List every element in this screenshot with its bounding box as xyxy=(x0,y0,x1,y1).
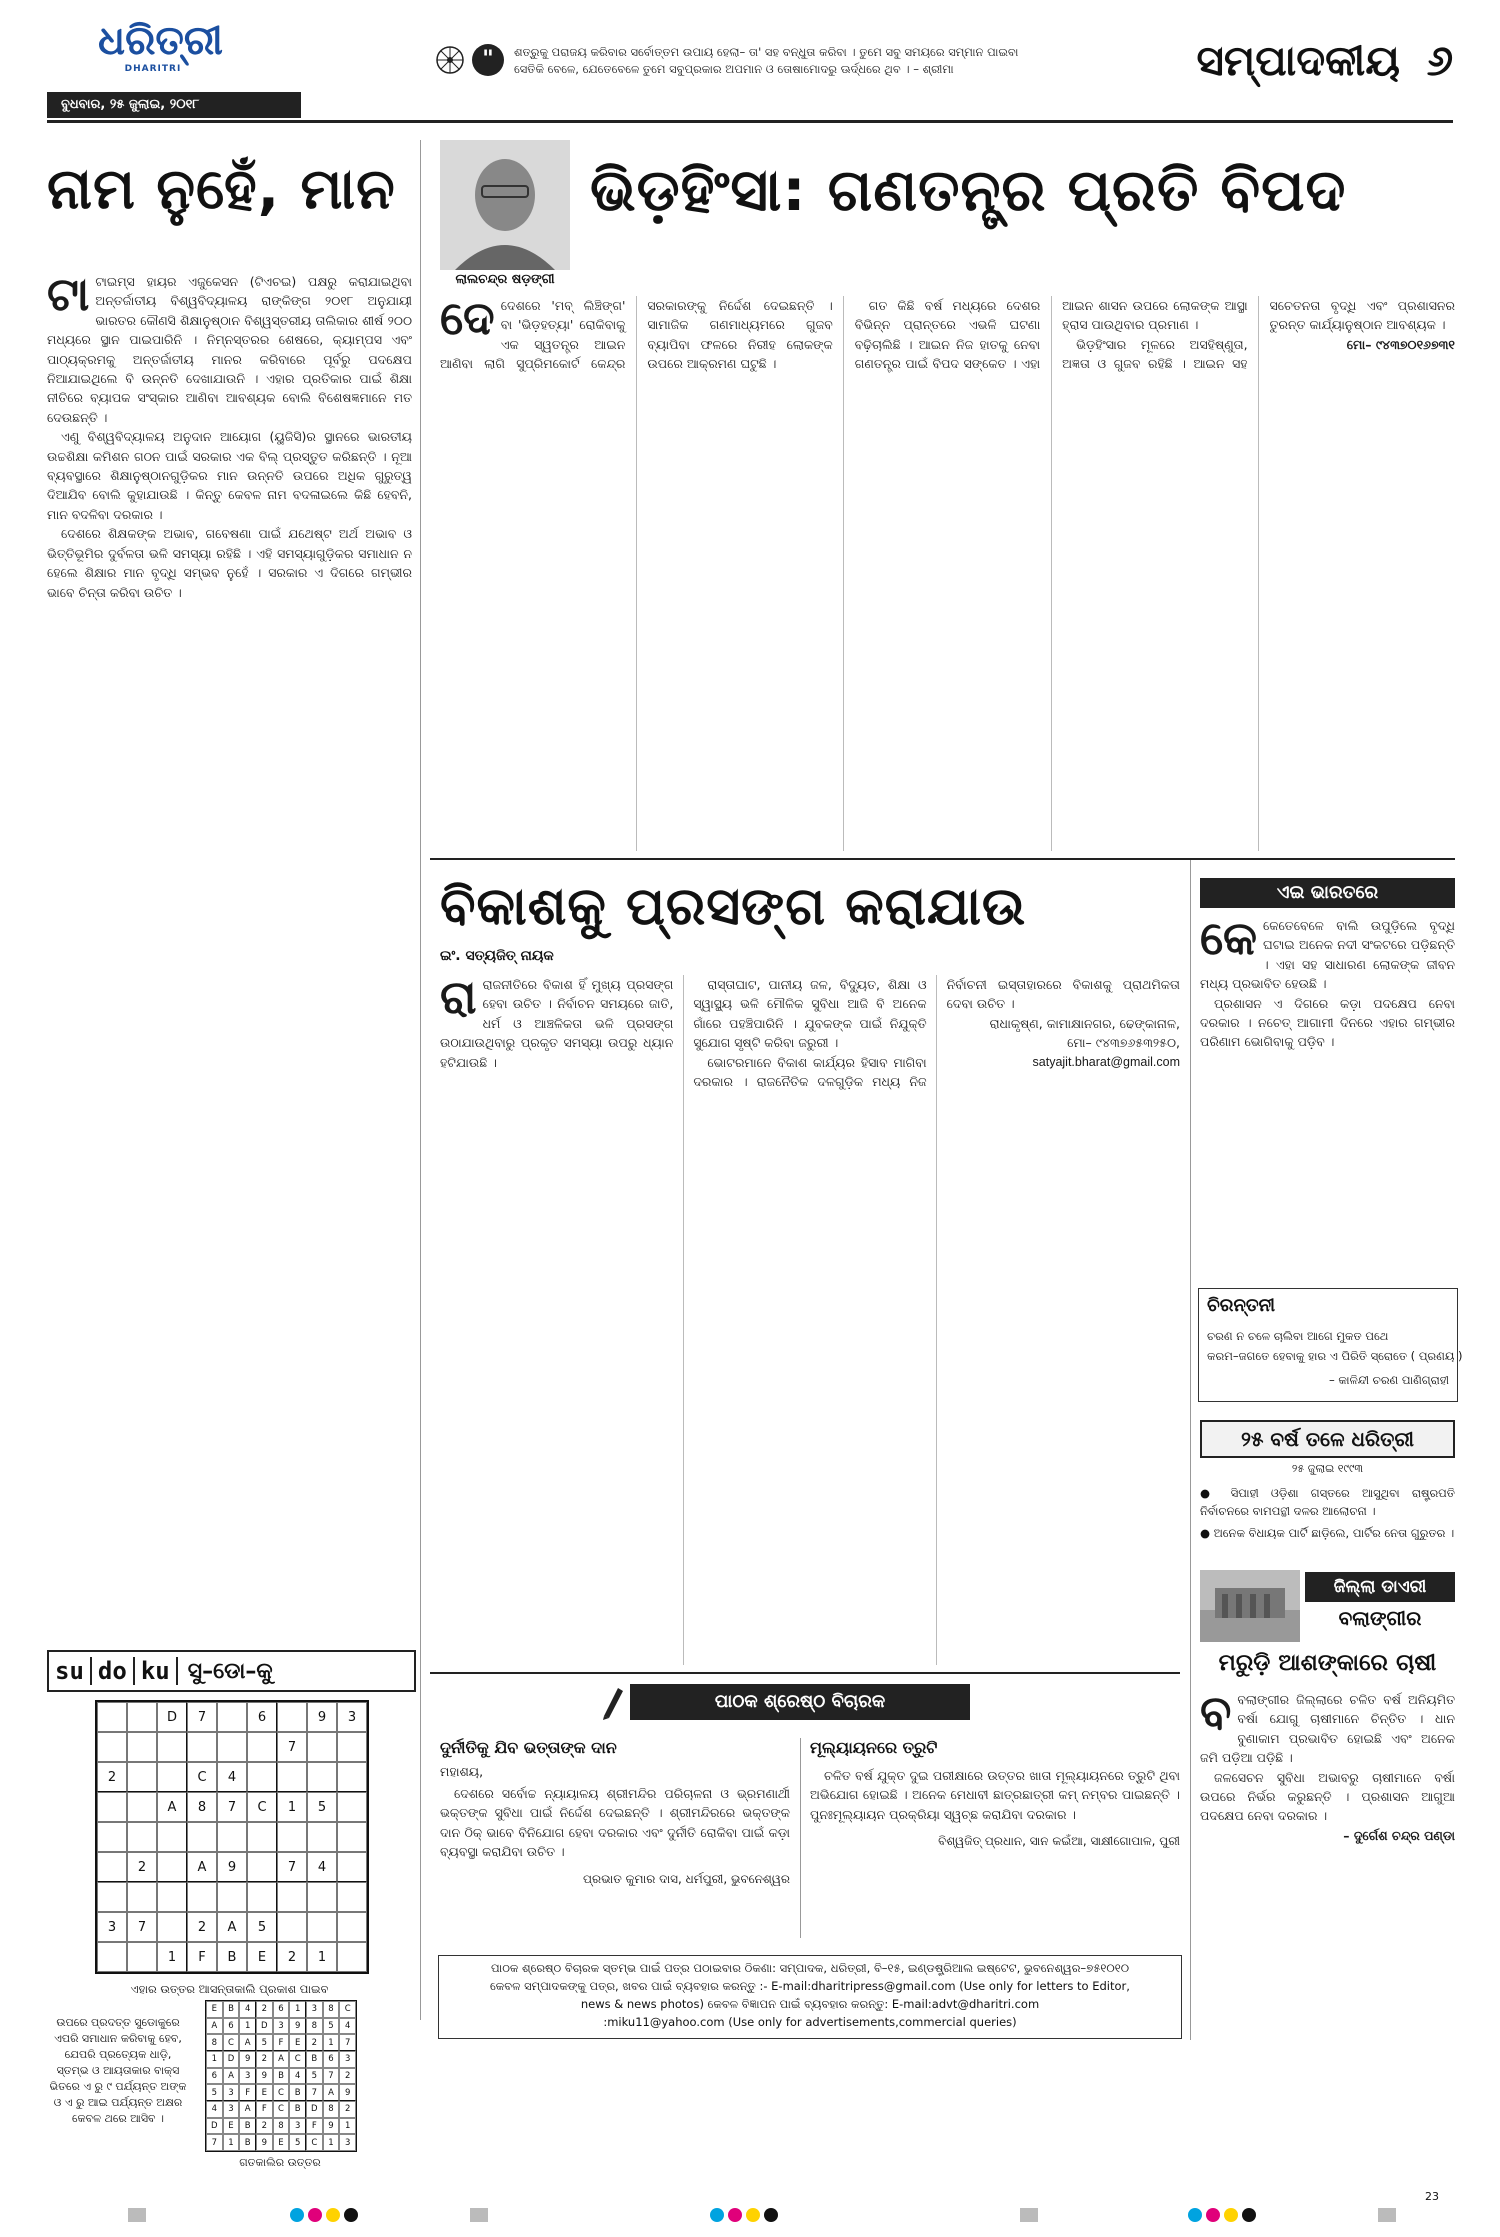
main-contact: ମୋ– ୯୪୩୭୦୧୬୭୩୧ xyxy=(1346,336,1455,352)
zilla-title xyxy=(1305,1572,1455,1602)
sudoku-cell[interactable] xyxy=(307,1882,337,1912)
sudoku-cell[interactable] xyxy=(277,1702,307,1732)
sudoku-cell[interactable] xyxy=(337,1792,367,1822)
second-author: ଇଂ. ସତ୍ୟଜିତ୍ ନାୟକ xyxy=(440,948,554,964)
letter-1-sign: ପ୍ରଭାତ କୁମାର ଦାସ, ଧର୍ମପୁରୀ, ଭୁବନେଶ୍ୱର xyxy=(583,1871,790,1886)
sudoku-cell[interactable] xyxy=(127,1762,157,1792)
sudoku-cell[interactable]: 1 xyxy=(157,1942,187,1972)
sudoku-grid[interactable] xyxy=(95,1700,369,1974)
sudoku-rules: ଉପରେ ପ୍ରଦତ୍ତ ସୁଡୋକୁରେ ଏପରି ସମାଧାନ କରିବାକୁ ହେବ, ଯେପରି ପ୍ରତ୍ୟେକ ଧାଡ଼ି, ସ୍ତମ୍ଭ ଓ ଆୟତାକାର ବାକ୍ସ ଭିତରେ ଏ ରୁ ୯ ପର୍ଯ୍ୟନ୍ତ ଅଙ୍କ ଓ ଏ ରୁ ଆଇ ପର୍ଯ୍ୟନ୍ତ ଅକ୍ଷର କେବଳ ଥରେ ଆସିବ । xyxy=(49,2016,187,2125)
sudoku-cell[interactable]: 4 xyxy=(307,1852,337,1882)
sudoku-answer-cell: 4 xyxy=(206,2101,223,2118)
editorial-dropcap: ଟା xyxy=(47,272,90,321)
sudoku-answer-grid xyxy=(205,2000,357,2152)
sudoku-cell[interactable] xyxy=(187,1822,217,1852)
readers-banner-text: ପାଠକ ଶ୍ରେଷ୍ଠ ବିଚାରକ xyxy=(714,1691,886,1712)
sudoku-answer-cell: 5 xyxy=(289,2134,306,2151)
second-email[interactable]: satyajit.bharat@gmail.com xyxy=(1032,1054,1180,1069)
sudoku-answer-cell: 5 xyxy=(323,2018,340,2035)
sudoku-cell[interactable]: 4 xyxy=(217,1762,247,1792)
sudoku-cell[interactable] xyxy=(157,1882,187,1912)
sudoku-answer-cell: 8 xyxy=(273,2118,290,2135)
sudoku-cell[interactable]: 9 xyxy=(217,1852,247,1882)
registration-bar xyxy=(128,2208,146,2222)
zilla-para: ଜଳସେଚନ ସୁବିଧା ଅଭାବରୁ ଚାଷୀମାନେ ବର୍ଷା ଉପରେ ନିର୍ଭର କରୁଛନ୍ତି । ପ୍ରଶାସନ ଆଗୁଆ ପଦକ୍ଷେପ ନେବା ଦରକାର । xyxy=(1200,1769,1455,1824)
zilla-sign: – ଦୁର୍ଗେଶ ଚନ୍ଦ୍ର ପଣ୍ଡା xyxy=(1343,1827,1455,1843)
sudoku-cell[interactable] xyxy=(97,1942,127,1972)
sudoku-cell[interactable]: 7 xyxy=(277,1732,307,1762)
sudoku-answer-cell: 8 xyxy=(323,2101,340,2118)
sudoku-cell[interactable]: 1 xyxy=(307,1942,337,1972)
sudoku-cell[interactable]: 5 xyxy=(307,1792,337,1822)
sudoku-answer-cell: B xyxy=(239,2118,256,2135)
footer-line-1: ପାଠକ ଶ୍ରେଷ୍ଠ ବିଚାରକ ସ୍ତମ୍ଭ ପାଇଁ ପତ୍ର ପଠାଇବାର ଠିକଣା: ସମ୍ପାଦକ, ଧରିତ୍ରୀ, ବି–୧୫, ଇଣ୍ଡଷ୍ଟ୍ରିଆଲ ଇଷ୍ଟେଟ, ଭୁବନେଶ୍ୱର–୭୫୧୦୧୦ xyxy=(490,1961,1130,1975)
sudoku-cell[interactable] xyxy=(307,1912,337,1942)
sudoku-cell[interactable] xyxy=(277,1762,307,1792)
sudoku-cell[interactable] xyxy=(127,1792,157,1822)
sudoku-cell[interactable] xyxy=(277,1882,307,1912)
date-bar xyxy=(47,92,301,118)
years-ago-box xyxy=(1200,1420,1455,1542)
editorial-body xyxy=(47,272,412,1642)
author-photo xyxy=(440,140,570,270)
sidebar-divider xyxy=(1190,860,1191,2040)
yellow-swatch xyxy=(326,2208,340,2222)
sudoku-cell[interactable]: A xyxy=(217,1912,247,1942)
sudoku-answer-cell: 4 xyxy=(239,2001,256,2018)
sudoku-answer-label: ଗତକାଲିର ଉତ୍ତର xyxy=(239,2156,321,2169)
sudoku-answer-cell: 8 xyxy=(306,2018,323,2035)
yellow-swatch xyxy=(746,2208,760,2222)
letter-2-body: ଚଳିତ ବର୍ଷ ଯୁକ୍ତ ଦୁଇ ପରୀକ୍ଷାରେ ଉତ୍ତର ଖାତା ମୂଲ୍ୟାୟନରେ ତ୍ରୁଟି ଥିବା ଅଭିଯୋଗ ହୋଇଛି । ଅନେକ ମେଧାବୀ ଛାତ୍ରଛାତ୍ରୀ କମ୍ ନମ୍ବର ପାଇଛନ୍ତି । ପୁନଃମୂଲ୍ୟାୟନ ପ୍ରକ୍ରିୟା ସ୍ୱଚ୍ଛ କରାଯିବା ଦରକାର । xyxy=(810,1768,1180,1822)
zilla-photo xyxy=(1200,1570,1300,1642)
sudoku-answer-cell: 8 xyxy=(206,2034,223,2051)
sidebar-para: ପ୍ରଶାସନ ଏ ଦିଗରେ କଡ଼ା ପଦକ୍ଷେପ ନେବା ଦରକାର । ନଚେତ୍ ଆଗାମୀ ଦିନରେ ଏହାର ଗମ୍ଭୀର ପରିଣାମ ଭୋଗିବାକୁ ପଡ଼ିବ । xyxy=(1200,995,1455,1050)
letters-divider xyxy=(800,1738,801,1938)
letter-2 xyxy=(810,1738,1180,1849)
sudoku-cell[interactable]: E xyxy=(247,1942,277,1972)
sudoku-answer-cell: B xyxy=(289,2084,306,2101)
sudoku-answer-cell: B xyxy=(223,2001,240,2018)
sudoku-cell[interactable] xyxy=(217,1702,247,1732)
sudoku-answer-cell: 1 xyxy=(223,2134,240,2151)
sudoku-cell[interactable]: 5 xyxy=(247,1912,277,1942)
sudoku-cell[interactable] xyxy=(277,1822,307,1852)
sudoku-cell[interactable] xyxy=(337,1732,367,1762)
sudoku-answer-cell: 6 xyxy=(323,2051,340,2068)
quote-icon: " xyxy=(472,44,504,76)
chirantani-line-2: କରମ–ଜଗତେ ହେବାକୁ ହାର ଏ ପିରିତି ସ୍ରୋତେ ( ପ୍ରଣୟ ) xyxy=(1207,1349,1463,1363)
contact-footer xyxy=(438,1955,1182,2039)
logo xyxy=(98,18,223,78)
masthead-rule xyxy=(47,120,1453,123)
registration-bar xyxy=(1020,2208,1038,2222)
sudoku-answer-cell: B xyxy=(239,2134,256,2151)
sudoku-header xyxy=(47,1650,416,1692)
sudoku-answer-cell: D xyxy=(256,2018,273,2035)
sudoku-cell[interactable] xyxy=(337,1852,367,1882)
sudoku-cell[interactable]: 3 xyxy=(97,1912,127,1942)
sudoku-cell[interactable] xyxy=(247,1822,277,1852)
sudoku-answer-cell: 9 xyxy=(239,2051,256,2068)
sudoku-answer-cell: 3 xyxy=(273,2018,290,2035)
sudoku-cell[interactable]: 2 xyxy=(187,1912,217,1942)
sudoku-answer-cell: F xyxy=(239,2084,256,2101)
black-swatch xyxy=(764,2208,778,2222)
chirantani-line-1: ଚରଣ ନ ଚଳେ ଚାଲିବା ଆଗେ ମୁକତ ପଥେ xyxy=(1207,1329,1389,1343)
sudoku-answer-cell: A xyxy=(239,2101,256,2118)
sudoku-answer-cell: 2 xyxy=(339,2068,356,2085)
sudoku-answer-cell: A xyxy=(273,2051,290,2068)
sudoku-answer-cell: C xyxy=(223,2034,240,2051)
sudoku-cell[interactable]: D xyxy=(157,1702,187,1732)
sudoku-cell[interactable] xyxy=(97,1732,127,1762)
sudoku-cell[interactable] xyxy=(217,1822,247,1852)
sidebar-header xyxy=(1200,878,1455,908)
readers-banner xyxy=(630,1684,970,1720)
logo-text: ଧରିତ୍ରୀ xyxy=(98,18,223,64)
sudoku-answer-cell: 2 xyxy=(306,2034,323,2051)
sudoku-answer-cell: 9 xyxy=(256,2134,273,2151)
sudoku-answer-cell: 9 xyxy=(289,2018,306,2035)
sudoku-answer-cell: E xyxy=(223,2118,240,2135)
zilla-body xyxy=(1200,1690,1455,2025)
sudoku-answer-cell: 5 xyxy=(256,2034,273,2051)
sudoku-cell[interactable]: 7 xyxy=(217,1792,247,1822)
sidebar-para: କେତେବେଳେ ବାଲି ଉପୁଡ଼ିଲେ ବୃଦ୍ଧି ଘଟାଇ ଅନେକ ନଦୀ ସଂକଟରେ ପଡ଼ିଛନ୍ତି । ଏହା ସହ ସାଧାରଣ ଲୋକଙ୍କ ଜୀବନ ମଧ୍ୟ ପ୍ରଭାବିତ ହେଉଛି । xyxy=(1200,918,1455,992)
sudoku-cell[interactable] xyxy=(157,1852,187,1882)
second-para: ଭୋଟରମାନେ ବିକାଶ କାର୍ଯ୍ୟର ହିସାବ ମାଗିବା ଦରକାର । ରାଜନୈତିକ ଦଳଗୁଡ଼ିକ ମଧ୍ୟ ନିଜ ନିର୍ବାଚନୀ ଇସ୍ତାହାରରେ ବିକାଶକୁ ପ୍ରାଥମିକତା ଦେବା ଉଚିତ । xyxy=(693,977,1180,1090)
sudoku-cell[interactable] xyxy=(97,1852,127,1882)
sudoku-answer-cell: D xyxy=(306,2101,323,2118)
sudoku-answer-cell: C xyxy=(339,2001,356,2018)
zilla-title-text: ଜିଲ୍ଲା ଡାଏରୀ xyxy=(1333,1577,1427,1597)
sudoku-answer-cell: A xyxy=(223,2068,240,2085)
sudoku-answer-cell: 9 xyxy=(323,2118,340,2135)
sudoku-answer-cell: C xyxy=(306,2134,323,2151)
sudoku-answer-cell: 1 xyxy=(323,2134,340,2151)
page-number-bottom: 23 xyxy=(1425,2190,1439,2203)
quote-line-1: ଶତ୍ରୁକୁ ପରାଜୟ କରିବାର ସର୍ବୋତ୍ତମ ଉପାୟ ହେଲା– ତା' ସହ ବନ୍ଧୁତା କରିବା । ତୁମେ ସବୁ ସମୟରେ ସମ୍ମାନ ପାଇବା xyxy=(514,45,1019,59)
magenta-swatch xyxy=(1206,2208,1220,2222)
sudoku-answer-cell: A xyxy=(206,2018,223,2035)
sudoku-answer-cell: 2 xyxy=(256,2051,273,2068)
chakra-icon xyxy=(435,45,465,75)
sudoku-answer-cell: 5 xyxy=(306,2068,323,2085)
quote-text xyxy=(514,44,1114,78)
sudoku-answer-cell: 4 xyxy=(339,2018,356,2035)
sudoku-cell[interactable] xyxy=(157,1732,187,1762)
sudoku-cell[interactable]: C xyxy=(187,1762,217,1792)
sudoku-cell[interactable] xyxy=(307,1822,337,1852)
second-address: ରାଧାକୃଷ୍ଣ, କାମାକ୍ଷାନଗର, ଢେଙ୍କାନାଳ, xyxy=(989,1015,1180,1031)
sudoku-answer-cell: 1 xyxy=(206,2051,223,2068)
footer-line-4: :miku11@yahoo.com (Use only for advertisements,commercial queries) xyxy=(603,2015,1017,2029)
sidebar-body xyxy=(1200,916,1455,1286)
sudoku-cell[interactable] xyxy=(217,1732,247,1762)
sudoku-cell[interactable] xyxy=(187,1732,217,1762)
sudoku-answer-cell: 3 xyxy=(223,2101,240,2118)
sudoku-cell[interactable]: B xyxy=(217,1942,247,1972)
registration-bar xyxy=(470,2208,488,2222)
sudoku-cell[interactable] xyxy=(307,1762,337,1792)
sudoku-title-odia: ସୁ–ଡୋ–କୁ xyxy=(187,1658,273,1684)
cyan-swatch xyxy=(290,2208,304,2222)
main-para: ଦେଶରେ 'ମବ୍ ଲିଞ୍ଚିଙ୍ଗ' ବା 'ଭିଡ଼ହତ୍ୟା' ରୋକିବାକୁ ଏକ ସ୍ୱତନ୍ତ୍ର ଆଇନ ଆଣିବା ଲାଗି ସୁପ୍ରିମକୋର୍ଟ କେନ୍ଦ୍ର ସରକାରଙ୍କୁ ନିର୍ଦ୍ଦେଶ ଦେଇଛନ୍ତି । ସାମାଜିକ ଗଣମାଧ୍ୟମରେ ଗୁଜବ ବ୍ୟାପିବା ଫଳରେ ନିରୀହ ଲୋକଙ୍କ ଉପରେ ଆକ୍ରମଣ ଘଟୁଛି । xyxy=(440,298,833,372)
sudoku-cell[interactable]: C xyxy=(247,1792,277,1822)
pen-icon xyxy=(600,1684,626,1720)
second-para: ରାସ୍ତାଘାଟ, ପାନୀୟ ଜଳ, ବିଦ୍ୟୁତ, ଶିକ୍ଷା ଓ ସ୍ୱାସ୍ଥ୍ୟ ଭଳି ମୌଳିକ ସୁବିଧା ଆଜି ବି ଅନେକ ଗାଁରେ ପହଞ୍ଚିପାରିନି । ଯୁବକଙ୍କ ପାଇଁ ନିଯୁକ୍ତି ସୁଯୋଗ ସୃଷ୍ଟି କରିବା ଜରୁରୀ । xyxy=(693,977,927,1051)
sudoku-answer-cell: 7 xyxy=(206,2134,223,2151)
sudoku-cell[interactable]: 3 xyxy=(337,1702,367,1732)
sudoku-answer-cell: 8 xyxy=(323,2001,340,2018)
sudoku-cell[interactable] xyxy=(127,1942,157,1972)
sudoku-cell[interactable]: 2 xyxy=(277,1942,307,1972)
section-title: ସମ୍ପାଦକୀୟ xyxy=(1196,36,1400,85)
sudoku-cell[interactable]: A xyxy=(187,1852,217,1882)
second-dropcap: ରା xyxy=(440,975,477,1024)
sudoku-answer-cell: 6 xyxy=(206,2068,223,2085)
sudoku-answer-cell: 3 xyxy=(223,2084,240,2101)
zilla-dropcap: ବ xyxy=(1200,1690,1232,1739)
second-body xyxy=(440,975,1180,1665)
black-swatch xyxy=(1242,2208,1256,2222)
sudoku-answer-cell: 6 xyxy=(273,2001,290,2018)
editorial-para: ଦେଶରେ ଶିକ୍ଷକଙ୍କ ଅଭାବ, ଗବେଷଣା ପାଇଁ ଯଥେଷ୍ଟ ଅର୍ଥ ଅଭାବ ଓ ଭିତ୍ତିଭୂମିର ଦୁର୍ବଳତା ଭଳି ସମସ୍ୟା ରହିଛି । ଏହି ସମସ୍ୟାଗୁଡ଼ିକର ସମାଧାନ ନ ହେଲେ ଶିକ୍ଷାର ମାନ ବୃଦ୍ଧି ସମ୍ଭବ ନୁହେଁ । ସରକାର ଏ ଦିଗରେ ଗମ୍ଭୀର ଭାବେ ଚିନ୍ତା କରିବା ଉଚିତ । xyxy=(47,526,412,600)
sudoku-cell[interactable] xyxy=(307,1732,337,1762)
sudoku-cell[interactable] xyxy=(337,1882,367,1912)
sudoku-answer-cell: 2 xyxy=(339,2101,356,2118)
magenta-swatch xyxy=(308,2208,322,2222)
editorial-para: ଟାଇମ୍ସ ହାୟର ଏଜୁକେସନ (ଟିଏଚଇ) ପକ୍ଷରୁ କରାଯାଇଥିବା ଅନ୍ତର୍ଜାତୀୟ ବିଶ୍ୱବିଦ୍ୟାଳୟ ରାଙ୍କିଙ୍ଗ ୨୦୧୮ ଅନୁଯାୟୀ ଭାରତର କୌଣସି ଶିକ୍ଷାନୁଷ୍ଠାନ ବିଶ୍ୱସ୍ତରୀୟ ତାଲିକାର ଶୀର୍ଷ ୨୦୦ ମଧ୍ୟରେ ସ୍ଥାନ ପାଇପାରିନି । ନିମ୍ନସ୍ତରର ଶେଷରେ, କ୍ୟାମ୍ପସ ଏବଂ ପାଠ୍ୟକ୍ରମକୁ ଅନ୍ତର୍ଜାତୀୟ ମାନର କରିବାରେ ପୂର୍ବରୁ ପଦକ୍ଷେପ ନିଆଯାଇଥିଲେ ବି ଉନ୍ନତି ଦେଖାଯାଉନି । ଏହାର ପ୍ରତିକାର ପାଇଁ ଶିକ୍ଷା ନୀତିରେ ବ୍ୟାପକ ସଂସ୍କାର ଆଣିବା ଆବଶ୍ୟକ ବୋଲି ବିଶେଷଜ୍ଞମାନେ ମତ ଦେଉଛନ୍ତି । xyxy=(47,274,412,425)
column-divider xyxy=(420,140,421,2020)
sudoku-answer-cell: D xyxy=(206,2118,223,2135)
sudoku-cell[interactable] xyxy=(247,1732,277,1762)
main-body xyxy=(440,296,1455,851)
sudoku-cell[interactable] xyxy=(277,1912,307,1942)
chirantani-source: – କାଳିନ୍ଦୀ ଚରଣ ପାଣିଗ୍ରାହୀ xyxy=(1328,1373,1449,1387)
sudoku-cell[interactable] xyxy=(97,1822,127,1852)
sudoku-cell[interactable]: A xyxy=(157,1792,187,1822)
sudoku-answer-cell: 3 xyxy=(306,2001,323,2018)
sidebar-dropcap: କେ xyxy=(1200,916,1258,965)
yellow-swatch xyxy=(1224,2208,1238,2222)
sudoku-answer-cell: B xyxy=(273,2068,290,2085)
sudoku-answer-cell: 2 xyxy=(256,2001,273,2018)
zilla-para: ବଲାଙ୍ଗୀର ଜିଲ୍ଲାରେ ଚଳିତ ବର୍ଷ ଅନିୟମିତ ବର୍ଷା ଯୋଗୁ ଚାଷୀମାନେ ଚିନ୍ତିତ । ଧାନ ବୁଣାକାମ ପ୍ରଭାବିତ ହୋଇଛି ଏବଂ ଅନେକ ଜମି ପଡ଼ିଆ ପଡ଼ିଛି । xyxy=(1200,1692,1455,1766)
sudoku-cell[interactable] xyxy=(97,1882,127,1912)
second-phone: ମୋ– ୯୪୩୭୬୫୩୨୫୦, xyxy=(1067,1035,1180,1051)
years-ago-title: ୨୫ ବର୍ଷ ତଳେ ଧରିତ୍ରୀ xyxy=(1200,1420,1455,1458)
sudoku-cell[interactable] xyxy=(337,1822,367,1852)
sudoku-answer-cell: 3 xyxy=(339,2134,356,2151)
sudoku-cell[interactable]: 7 xyxy=(187,1702,217,1732)
sudoku-cell[interactable] xyxy=(157,1822,187,1852)
sudoku-answer-cell: E xyxy=(206,2001,223,2018)
sudoku-answer-cell: C xyxy=(273,2101,290,2118)
footer-line-2: କେବଳ ସମ୍ପାଦକଙ୍କୁ ପତ୍ର, ଖବର ପାଇଁ ବ୍ୟବହାର କରନ୍ତୁ :- E-mail:dharitripress@gmail.com (Use only for letters to Editor, xyxy=(490,1979,1130,1993)
letter-2-sign: ବିଶ୍ୱଜିତ୍ ପ୍ରଧାନ, ସାନ କଇଁଆ, ସାକ୍ଷୀଗୋପାଳ, ପୁରୀ xyxy=(938,1834,1180,1849)
sudoku-cell[interactable] xyxy=(217,1882,247,1912)
footer-line-3: news & news photos) କେବଳ ବିଜ୍ଞାପନ ପାଇଁ ବ୍ୟବହାର କରନ୍ତୁ: E-mail:advt@dharitri.com xyxy=(580,1997,1040,2011)
sudoku-cell[interactable] xyxy=(337,1762,367,1792)
sudoku-answer-cell: 6 xyxy=(223,2018,240,2035)
logo-sub: DHARITRI xyxy=(124,64,182,74)
sudoku-cell[interactable]: 1 xyxy=(277,1792,307,1822)
years-ago-item: ● ଅନେକ ବିଧାୟକ ପାର୍ଟି ଛାଡ଼ିଲେ, ପାର୍ଟିର ନେତା ଗୁରୁତର । xyxy=(1200,1526,1455,1540)
sudoku-cell[interactable] xyxy=(127,1882,157,1912)
sudoku-answer-cell: F xyxy=(273,2034,290,2051)
page-number-top: ୬ xyxy=(1426,36,1454,85)
letter-1-body: ଦେଶରେ ସର୍ବୋଚ୍ଚ ନ୍ୟାୟାଳୟ ଶ୍ରୀମନ୍ଦିର ପରିଚାଳନା ଓ ଭ୍ରମଣାର୍ଥୀ ଭକ୍ତଙ୍କ ସୁବିଧା ପାଇଁ ନିର୍ଦ୍ଦେଶ ଦେଇଛନ୍ତି । ଶ୍ରୀମନ୍ଦିରରେ ଭକ୍ତଙ୍କ ଦାନ ଠିକ୍ ଭାବେ ବିନିଯୋଗ ହେବା ଦରକାର ଏବଂ ଦୁର୍ନୀତି ରୋକିବା ପାଇଁ କଡ଼ା ବ୍ୟବସ୍ଥା କରାଯିବା ଉଚିତ । xyxy=(440,1786,790,1860)
readers-rule xyxy=(430,1672,1180,1674)
sudoku-answer-cell: 1 xyxy=(323,2034,340,2051)
letter-2-title: ମୂଲ୍ୟାୟନରେ ତ୍ରୁଟି xyxy=(810,1738,938,1757)
zilla-district: ବଲାଙ୍ଗୀର xyxy=(1338,1606,1422,1630)
sudoku-answer-cell: D xyxy=(223,2051,240,2068)
sudoku-title-su: su xyxy=(49,1657,92,1685)
sudoku-cell[interactable] xyxy=(157,1762,187,1792)
sudoku-answer-cell: A xyxy=(239,2034,256,2051)
letter-1-salute: ମହାଶୟ, xyxy=(440,1764,484,1779)
sudoku-cell[interactable] xyxy=(247,1882,277,1912)
main-para: ଗତ କିଛି ବର୍ଷ ମଧ୍ୟରେ ଦେଶର ବିଭିନ୍ନ ପ୍ରାନ୍ତରେ ଏଭଳି ଘଟଣା ବଢ଼ିଚାଲିଛି । ଆଇନ ନିଜ ହାତକୁ ନେବା ଗଣତନ୍ତ୍ର ପାଇଁ ବିପଦ ସଙ୍କେତ । ଏହା ଆଇନ ଶାସନ ଉପରେ ଲୋକଙ୍କ ଆସ୍ଥା ହ୍ରାସ ପାଉଥିବାର ପ୍ରମାଣ । xyxy=(854,298,1248,372)
sudoku-cell[interactable] xyxy=(127,1702,157,1732)
sudoku-answer-cell: F xyxy=(256,2101,273,2118)
sudoku-cell[interactable] xyxy=(247,1852,277,1882)
sudoku-answer-cell: 1 xyxy=(339,2118,356,2135)
sudoku-cell[interactable] xyxy=(337,1942,367,1972)
second-headline: ବିକାଶକୁ ପ୍ରସଙ୍ଗ କରାଯାଉ xyxy=(440,877,1027,937)
sudoku-answer-cell: E xyxy=(289,2034,306,2051)
sudoku-answer-cell: C xyxy=(273,2084,290,2101)
sudoku-cell[interactable] xyxy=(97,1792,127,1822)
sudoku-cell[interactable] xyxy=(247,1762,277,1792)
sudoku-cell[interactable]: 7 xyxy=(127,1912,157,1942)
sudoku-answer-cell: 5 xyxy=(206,2084,223,2101)
sudoku-cell[interactable]: 6 xyxy=(247,1702,277,1732)
sudoku-answer-cell: E xyxy=(273,2134,290,2151)
sudoku-cell[interactable] xyxy=(187,1882,217,1912)
main-article-rule xyxy=(430,858,1455,860)
second-para: ରାଜନୀତିରେ ବିକାଶ ହିଁ ମୁଖ୍ୟ ପ୍ରସଙ୍ଗ ହେବା ଉଚିତ । ନିର୍ବାଚନ ସମୟରେ ଜାତି, ଧର୍ମ ଓ ଆଞ୍ଚଳିକତା ଭଳି ପ୍ରସଙ୍ଗ ଉଠାଯାଉଥିବାରୁ ପ୍ରକୃତ ସମସ୍ୟା ଉପରୁ ଧ୍ୟାନ ହଟିଯାଉଛି । xyxy=(440,977,674,1070)
main-para: ଭିଡ଼ହିଂସାର ମୂଳରେ ଅସହିଷ୍ଣୁତା, ଅଜ୍ଞତା ଓ ଗୁଜବ ରହିଛି । ଆଇନ ସହ ସଚେତନତା ବୃଦ୍ଧି ଏବଂ ପ୍ରଶାସନର ତୁରନ୍ତ କାର୍ଯ୍ୟାନୁଷ୍ଠାନ ଆବଶ୍ୟକ । xyxy=(1062,298,1455,372)
sudoku-title-do: do xyxy=(92,1657,135,1685)
letter-1 xyxy=(440,1738,790,1887)
sudoku-answer-cell: A xyxy=(323,2084,340,2101)
years-ago-item: ● ସିପାହୀ ଓଡ଼ିଶା ଗସ୍ତରେ ଆସୁଥିବା ରାଷ୍ଟ୍ରପତି ନିର୍ବାଚନରେ ବାମପନ୍ଥୀ ଦଳର ଆଲୋଚନା । xyxy=(1200,1486,1455,1518)
main-dropcap: ଦେ xyxy=(440,296,495,345)
sudoku-answer-cell: F xyxy=(306,2118,323,2135)
chirantani-box xyxy=(1198,1288,1463,1402)
sudoku-answer-cell: 9 xyxy=(339,2084,356,2101)
sudoku-title-ku: ku xyxy=(135,1657,178,1685)
sudoku-cell[interactable] xyxy=(127,1822,157,1852)
sudoku-answer-cell: C xyxy=(289,2051,306,2068)
sudoku-cell[interactable] xyxy=(337,1912,367,1942)
issue-date: ବୁଧବାର, ୨୫ ଜୁଲାଇ, ୨୦୧୮ xyxy=(61,97,200,112)
sudoku-answer-cell: 3 xyxy=(339,2051,356,2068)
magenta-swatch xyxy=(728,2208,742,2222)
sudoku-answer-cell: 7 xyxy=(323,2068,340,2085)
sudoku-cell[interactable]: 2 xyxy=(97,1762,127,1792)
main-headline: ଭିଡ଼ହିଂସା: ଗଣତନ୍ତ୍ର ପ୍ରତି ବିପଦ xyxy=(590,156,1347,224)
sudoku-answer-cell: E xyxy=(256,2084,273,2101)
sudoku-answer-cell: 2 xyxy=(256,2118,273,2135)
sudoku-answer-cell: 1 xyxy=(289,2001,306,2018)
sudoku-answer-cell: 3 xyxy=(239,2068,256,2085)
sudoku-answer-cell: 9 xyxy=(256,2068,273,2085)
sidebar-header-text: ଏଇ ଭାରତରେ xyxy=(1276,882,1379,903)
sudoku-answer-cell: 1 xyxy=(239,2018,256,2035)
sudoku-answer-cell: 7 xyxy=(339,2034,356,2051)
sudoku-answer-cell: B xyxy=(306,2051,323,2068)
black-swatch xyxy=(344,2208,358,2222)
zilla-headline: ମରୁଡ଼ି ଆଶଙ୍କାରେ ଚାଷୀ xyxy=(1218,1650,1437,1676)
sudoku-answer-cell: 4 xyxy=(289,2068,306,2085)
chirantani-title: ଚିରନ୍ତନୀ xyxy=(1207,1295,1276,1316)
sudoku-cell[interactable] xyxy=(127,1732,157,1762)
quote-line-2: ସେତିକି ବେଳେ, ଯେତେବେଳେ ତୁମେ ସବୁପ୍ରକାର ଅପମାନ ଓ ତୋଷାମୋଦରୁ ଊର୍ଦ୍ଧରେ ଥିବ । – ଶ୍ରୀମା xyxy=(514,62,954,76)
sudoku-cell[interactable]: 8 xyxy=(187,1792,217,1822)
cyan-swatch xyxy=(710,2208,724,2222)
editorial-para: ଏଣୁ ବିଶ୍ୱବିଦ୍ୟାଳୟ ଅନୁଦାନ ଆୟୋଗ (ୟୁଜିସି)ର ସ୍ଥାନରେ ଭାରତୀୟ ଉଚ୍ଚଶିକ୍ଷା କମିଶନ ଗଠନ ପାଇଁ ସରକାର ଏକ ବିଲ୍ ପ୍ରସ୍ତୁତ କରିଛନ୍ତି । ନୂଆ ବ୍ୟବସ୍ଥାରେ ଶିକ୍ଷାନୁଷ୍ଠାନଗୁଡ଼ିକର ମାନ ଉନ୍ନତି ଉପରେ ଅଧିକ ଗୁରୁତ୍ୱ ଦିଆଯିବ ବୋଲି କୁହାଯାଉଛି । କିନ୍ତୁ କେବଳ ନାମ ବଦଳାଇଲେ କିଛି ହେବନି, ମାନ ବଦଳିବା ଦରକାର । xyxy=(47,429,412,522)
main-author-name: ଲାଲଚନ୍ଦ୍ର ଷଡ଼ଙ୍ଗୀ xyxy=(455,272,555,287)
sudoku-note: ଏହାର ଉତ୍ତର ଆସନ୍ତାକାଲି ପ୍ରକାଶ ପାଇବ xyxy=(130,1982,329,1996)
years-ago-date: ୨୫ ଜୁଲାଇ ୧୯୯୩ xyxy=(1291,1462,1364,1475)
registration-bar xyxy=(1378,2208,1396,2222)
sudoku-answer-cell: B xyxy=(289,2101,306,2118)
sudoku-cell[interactable]: F xyxy=(187,1942,217,1972)
sudoku-cell[interactable] xyxy=(157,1912,187,1942)
sudoku-cell[interactable]: 9 xyxy=(307,1702,337,1732)
cyan-swatch xyxy=(1188,2208,1202,2222)
sudoku-cell[interactable] xyxy=(97,1702,127,1732)
editorial-headline: ନାମ ନୁହେଁ, ମାନ xyxy=(47,157,396,222)
letter-1-title: ଦୁର୍ନୀତିକୁ ଯିବ ଭତ୍ତାଙ୍କ ଦାନ xyxy=(440,1738,617,1757)
sudoku-answer-cell: 3 xyxy=(289,2118,306,2135)
sudoku-answer-cell: 7 xyxy=(306,2084,323,2101)
sudoku-cell[interactable]: 2 xyxy=(127,1852,157,1882)
sudoku-cell[interactable]: 7 xyxy=(277,1852,307,1882)
